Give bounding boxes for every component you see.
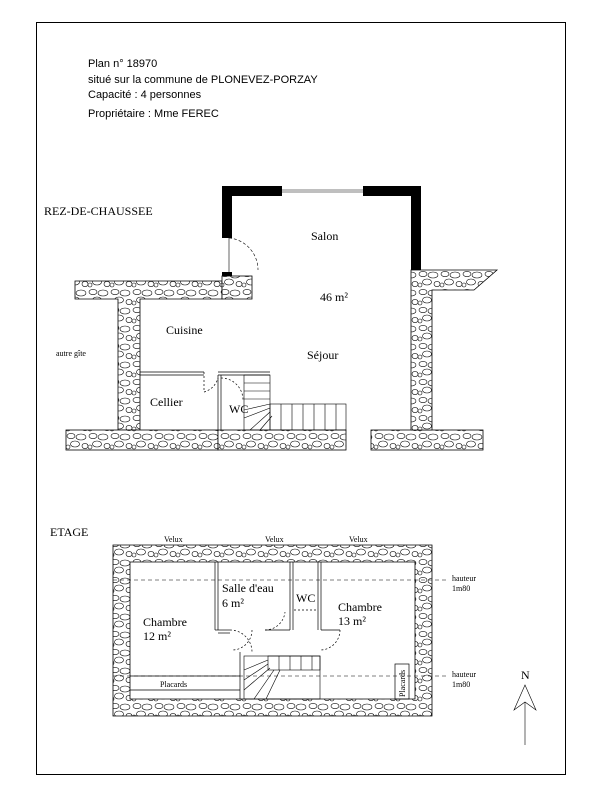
height-note-2-value: 1m80 [452,680,471,689]
cuisine-label: Cuisine [166,323,203,337]
ground-wc-label: WC [229,402,249,416]
sejour-label: Séjour [307,348,339,362]
height-note-2-label: hauteur [452,670,476,679]
upper-floor-title: ETAGE [50,525,89,539]
placards-2-label: Placards [398,669,407,697]
commune-text: situé sur la commune de PLONEVEZ-PORZAY [88,74,318,86]
velux-1: Velux [164,535,183,544]
cellier-label: Cellier [150,395,183,409]
entry-door [229,238,258,272]
living-area-label: 46 m² [320,290,348,304]
chambre-1-label: Chambre [143,615,187,629]
owner-text: Propriétaire : Mme FEREC [88,108,219,120]
velux-2: Velux [265,535,284,544]
velux-3: Velux [349,535,368,544]
salon-label: Salon [311,229,339,243]
chambre-2-label: Chambre [338,600,382,614]
placards-1-label: Placards [160,680,188,689]
salle-eau-area: 6 m² [222,596,244,610]
upper-staircase [244,656,320,699]
north-arrow-icon [514,685,536,745]
ground-stone-walls [66,270,497,450]
ground-staircase [244,375,346,430]
salle-eau-label: Salle d'eau [222,581,274,595]
chambre-2-area: 13 m² [338,614,366,628]
chambre-1-area: 12 m² [143,629,171,643]
height-note-1-value: 1m80 [452,584,471,593]
north-label: N [521,668,530,682]
upper-wc-label: WC [296,591,316,605]
height-note-1-label: hauteur [452,574,476,583]
capacity-text: Capacité : 4 personnes [88,89,202,101]
plan-number: Plan n° 18970 [88,58,158,70]
neighbor-label: autre gîte [56,349,86,358]
ground-floor-title: REZ-DE-CHAUSSEE [44,204,153,218]
